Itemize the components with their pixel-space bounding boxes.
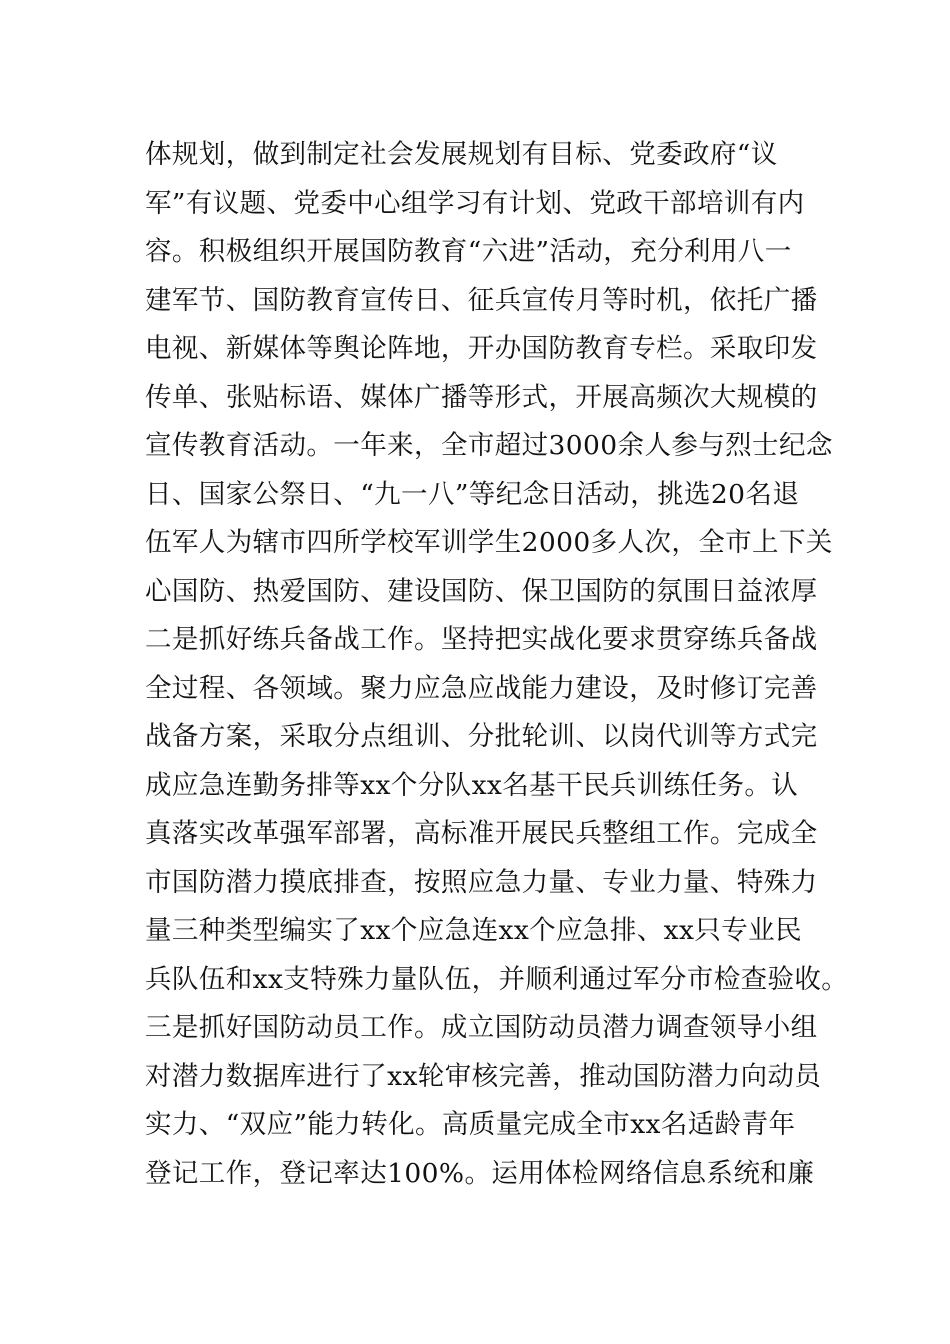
text-line: 量三种类型编实了xx个应急连xx个应急排、xx只专业民 (145, 915, 802, 946)
text-line: 兵队伍和xx支特殊力量队伍，并顺利通过军分市检查验收。 (145, 963, 849, 995)
text-line: 伍军人为辖市四所学校军训学生2000多人次，全市上下关 (145, 527, 833, 558)
text-line: 市国防潜力摸底排查，按照应急力量、专业力量、特殊力 (145, 866, 818, 898)
text-line: 军”有议题、党委中心组学习有计划、党政干部培训有内 (145, 187, 805, 219)
text-line: 对潜力数据库进行了xx轮审核完善，推动国防潜力向动员 (145, 1060, 822, 1092)
text-line: 容。积极组织开展国防教育“六进”活动，充分利用八一 (145, 236, 792, 267)
text-line: 宣传教育活动。一年来，全市超过3000余人参与烈士纪念 (145, 430, 833, 461)
text-line: 建军节、国防教育宣传日、征兵宣传月等时机，依托广播 (145, 284, 818, 316)
body-text (145, 131, 849, 1198)
text-line: 成应急连勤务排等xx个分队xx名基干民兵训练任务。认 (145, 769, 799, 801)
text-line: 传单、张贴标语、媒体广播等形式，开展高频次大规模的 (145, 381, 818, 413)
text-line: 电视、新媒体等舆论阵地，开办国防教育专栏。采取印发 (145, 333, 818, 364)
text-line: 登记工作，登记率达100%。运用体检网络信息系统和廉 (145, 1157, 815, 1189)
text-line: 二是抓好练兵备战工作。坚持把实战化要求贯穿练兵备战 (145, 624, 818, 655)
text-line: 三是抓好国防动员工作。成立国防动员潜力调查领导小组 (145, 1012, 818, 1043)
text-line: 体规划，做到制定社会发展规划有目标、党委政府“议 (145, 139, 778, 170)
text-line: 实力、“双应”能力转化。高质量完成全市xx名适龄青年 (145, 1109, 796, 1140)
text-line: 战备方案，采取分点组训、分批轮训、以岗代训等方式完 (145, 721, 818, 752)
text-line: 真落实改革强军部署，高标准开展民兵整组工作。完成全 (145, 818, 818, 849)
text-line: 心国防、热爱国防、建设国防、保卫国防的氛围日益浓厚 (145, 575, 818, 607)
text-line: 日、国家公祭日、“九一八”等纪念日活动，挑选20名退 (145, 478, 800, 510)
text-line: 全过程、各领域。聚力应急应战能力建设，及时修订完善 (145, 672, 818, 704)
